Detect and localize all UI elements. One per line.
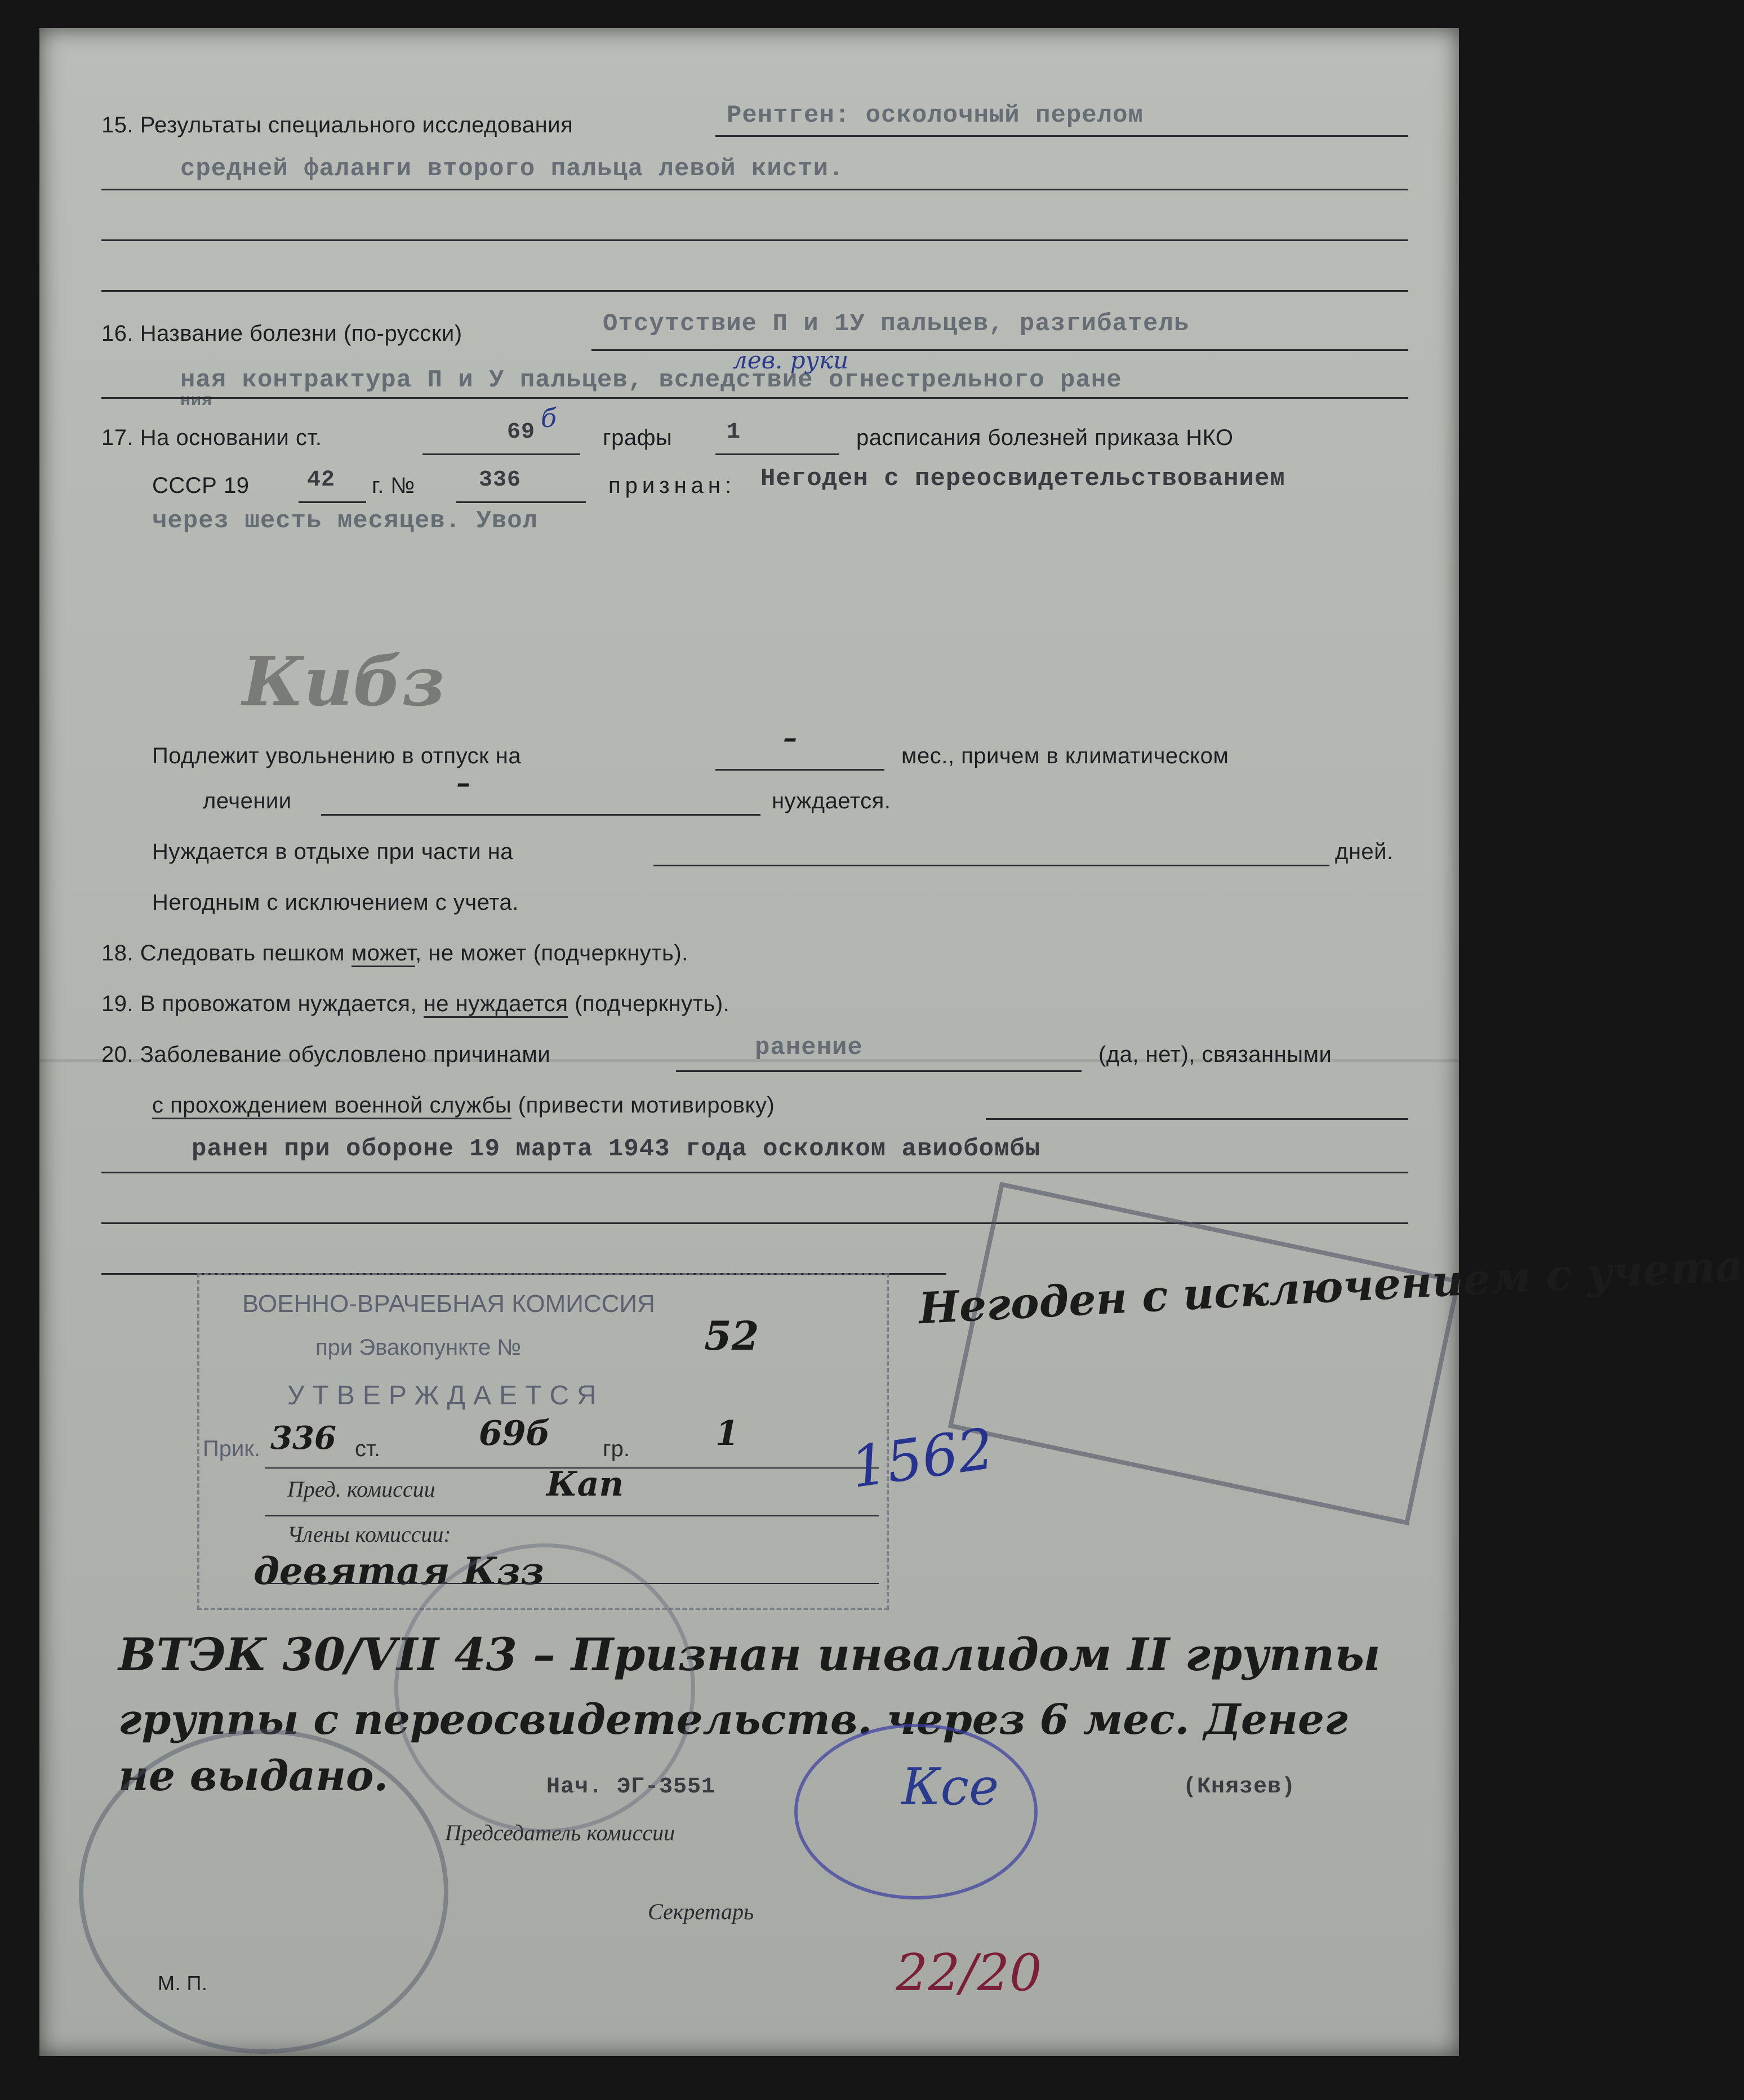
- rule: [986, 1118, 1408, 1120]
- item-16-handwritten-insert: лев. руки: [732, 346, 849, 374]
- rule: [101, 397, 1408, 399]
- rest-days-label: дней.: [1335, 839, 1394, 864]
- rule: [265, 1515, 879, 1516]
- stamp-graph-value: 1: [715, 1414, 739, 1453]
- rule: [101, 1222, 1408, 1224]
- handwritten-verdict: Негоден с исключением с учета: [917, 1240, 1744, 1334]
- treatment-label: лечении: [203, 789, 292, 813]
- rule: [422, 453, 580, 455]
- rule: [715, 769, 884, 771]
- item-17-verdict-line1: Негоден с переосвидетельствованием: [760, 465, 1285, 493]
- item-17-label-prefix: 17. На основании ст.: [101, 425, 322, 450]
- leave-label: Подлежит увольнению в отпуск на: [152, 744, 522, 768]
- unfit-exclusion-label: Негодным с исключением с учета.: [152, 890, 519, 915]
- rule: [591, 349, 1408, 351]
- rule: [299, 501, 366, 503]
- item-19-underlined-option: не нуждается: [424, 991, 568, 1018]
- rule: [101, 1172, 1408, 1173]
- item-17-found-label: признан:: [608, 473, 736, 498]
- rule: [101, 189, 1408, 190]
- item-17-verdict-line2: через шесть месяцев. Увол: [152, 507, 539, 535]
- rectangular-registration-stamp: [948, 1182, 1461, 1525]
- rule: [676, 1070, 1082, 1072]
- item-17-number-value: 336: [479, 468, 522, 493]
- item-17-year-value: 42: [307, 468, 336, 493]
- item-20-motivation-label: с прохождением военной службы (привести мотивировку): [152, 1093, 775, 1118]
- item-20-cause-value: ранение: [755, 1034, 863, 1062]
- item-17-graph-label: графы: [603, 425, 673, 450]
- item-18-underlined-option: может: [352, 941, 415, 967]
- stamp-order-value: 336: [270, 1420, 336, 1457]
- stamp-article-label: ст.: [355, 1436, 380, 1461]
- stamp-commission-title: ВОЕННО-ВРАЧЕБНАЯ КОМИССИЯ: [242, 1290, 655, 1318]
- secretary-label: Секретарь: [648, 1899, 754, 1924]
- seal-place-label: М. П.: [158, 1972, 208, 1995]
- item-19-label: 19. В провожатом нуждается, не нуждается (подчеркнуть).: [101, 991, 729, 1017]
- rule: [715, 135, 1408, 137]
- rule: [101, 290, 1408, 292]
- item-17-number-label: г. №: [372, 473, 415, 498]
- handwritten-signature-mark: Кибз: [242, 642, 445, 722]
- stamp-members-label: Члены комиссии:: [287, 1521, 451, 1547]
- item-16-value-line2: ная контрактура П и У пальцев, вследствие огнестрельного ране: [180, 366, 1122, 394]
- chief-code: Нач. ЭГ-3551: [546, 1774, 716, 1800]
- chairman-label: Председатель комиссии: [445, 1820, 675, 1845]
- stamp-approved: УТВЕРЖДАЕТСЯ: [287, 1381, 604, 1411]
- item-15-value-line1: Рентген: осколочный перелом: [727, 101, 1144, 130]
- stamp-evac-point-number: 52: [704, 1312, 759, 1359]
- stamp-article-value: 69б: [479, 1414, 550, 1453]
- item-15-label: 15. Результаты специального исследования: [101, 113, 573, 137]
- rule: [653, 865, 1329, 866]
- rule: [101, 239, 1408, 241]
- vtek-note-line1: ВТЭК 30/VII 43 – Признан инвалидом II группы: [118, 1628, 1381, 1681]
- blue-registration-number: 1562: [847, 1415, 998, 1501]
- item-17-graph-value: 1: [727, 420, 741, 445]
- item-16-value-line1: Отсутствие П и 1У пальцев, разгибатель: [603, 310, 1190, 338]
- vtek-note-line3: не выдано.: [118, 1752, 389, 1800]
- item-17-year-label: СССР 19: [152, 473, 250, 498]
- stamp-members-signatures: девятая Кзз: [253, 1549, 545, 1593]
- stamp-chairman-signature: Кап: [546, 1465, 624, 1504]
- item-18-label: 18. Следовать пешком может, не может (подчеркнуть).: [101, 941, 688, 966]
- stamp-chairman-label: Пред. комиссии: [287, 1476, 435, 1502]
- round-seal-center: [394, 1543, 695, 1833]
- item-16-label: 16. Название болезни (по-русски): [101, 321, 462, 346]
- chairman-signature: Ксе: [901, 1758, 999, 1817]
- red-ink-note: 22/20: [896, 1943, 1042, 2003]
- rule: [456, 501, 586, 503]
- item-17-schedule-label: расписания болезней приказа НКО: [856, 425, 1234, 450]
- item-16-value-line3: ния: [180, 391, 213, 411]
- vtek-note-line2: группы с переосвидетельств. через 6 мес. Денег: [118, 1696, 1348, 1744]
- leave-climatic-label: мес., причем в климатическом: [901, 744, 1229, 768]
- rest-label: Нуждается в отдыхе при части на: [152, 839, 514, 864]
- rule: [715, 453, 839, 455]
- leave-months-value: –: [783, 721, 797, 754]
- stamp-evac-point: при Эвакопункте №: [315, 1335, 522, 1360]
- stamp-graph-label: гр.: [603, 1436, 630, 1461]
- rule: [321, 814, 760, 816]
- chairman-name: (Князев): [1183, 1774, 1296, 1800]
- document-sheet: [39, 28, 1744, 2056]
- stamp-order-label: Прик.: [203, 1436, 260, 1461]
- round-seal-left: [79, 1729, 448, 2054]
- item-17-article-letter: б: [541, 403, 557, 433]
- treatment-needs-label: нуждается.: [772, 789, 891, 813]
- item-17-article: 69: [507, 420, 536, 445]
- treatment-value: –: [456, 766, 470, 799]
- item-15-value-line2: средней фаланги второго пальца левой кисти.: [180, 155, 844, 183]
- item-20-motivation-value: ранен при обороне 19 марта 1943 года осколком авиобомбы: [192, 1135, 1041, 1163]
- item-20-label: 20. Заболевание обусловлено причинами: [101, 1042, 551, 1067]
- item-20-yes-no-label: (да, нет), связанными: [1098, 1042, 1332, 1067]
